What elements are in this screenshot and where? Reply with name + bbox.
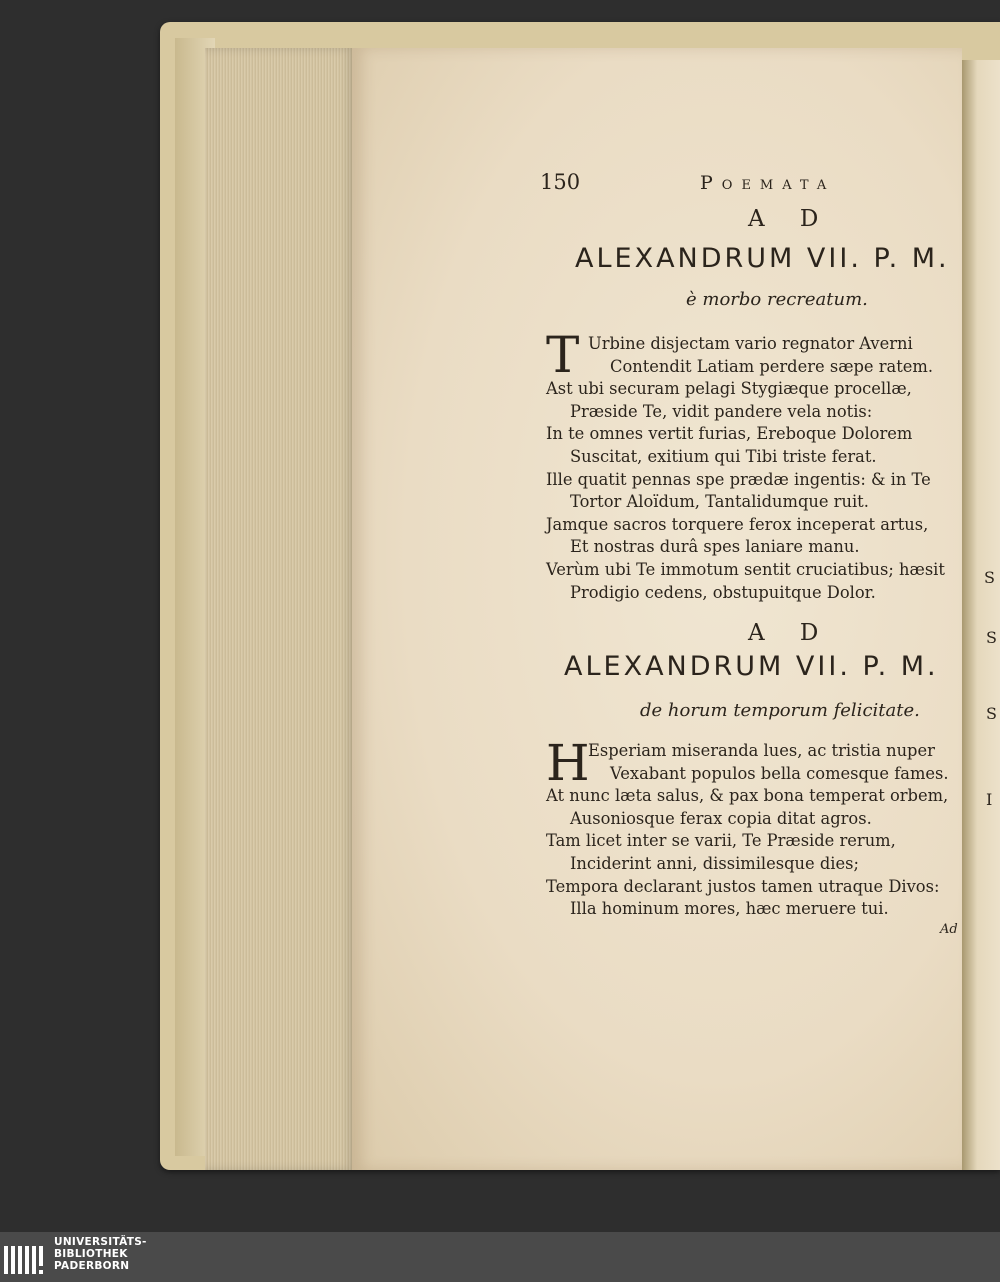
poem2-heading: A D	[748, 620, 833, 646]
poem2-title: ALEXANDRUM VII. P. M.	[564, 651, 939, 682]
verse-line: Tempora declarant justos tamen utraque Divos:	[546, 876, 940, 896]
verse-line: Ausoniosque ferax copia ditat agros.	[570, 808, 872, 828]
facing-page-fragment: I	[986, 790, 993, 809]
poem1-title: ALEXANDRUM VII. P. M.	[575, 243, 950, 274]
verse-line: Tortor Aloïdum, Tantalidumque ruit.	[570, 492, 869, 512]
poem1-subtitle: è morbo recreatum.	[686, 289, 868, 310]
verse-line: At nunc læta salus, & pax bona temperat orbem,	[546, 786, 949, 806]
facing-page-edge	[962, 60, 1000, 1170]
poem2-body	[546, 734, 949, 921]
verse-line: Contendit Latiam perdere sæpe ratem.	[610, 356, 934, 376]
verse-line: Vexabant populos bella comesque fames.	[610, 763, 949, 783]
verse-line: In te omnes vertit furias, Ereboque Dolorem	[546, 424, 913, 444]
verse-line: Illa hominum mores, hæc meruere tui.	[570, 899, 889, 919]
facing-page-fragment: S	[986, 704, 997, 723]
library-logo-text	[54, 1236, 147, 1272]
poem2-dropcap: H	[546, 734, 590, 792]
poem1-heading: A D	[748, 206, 833, 232]
facing-page-fragment: S	[984, 568, 995, 587]
facing-page-fragment: S	[986, 628, 997, 647]
verse-line: Suscitat, exitium qui Tibi triste ferat.	[570, 446, 877, 466]
logo-line: BIBLIOTHEK	[54, 1248, 128, 1260]
library-footer	[0, 1232, 1000, 1282]
page-number: 150	[540, 170, 581, 194]
verse-line: Prodigio cedens, obstupuitque Dolor.	[570, 582, 876, 602]
verse-line: Tam licet inter se varii, Te Præside rerum,	[546, 831, 896, 851]
poem1-body	[546, 333, 945, 604]
running-title: Poemata	[700, 172, 836, 194]
verse-line: Verùm ubi Te immotum sentit cruciatibus; hæsit	[546, 559, 945, 579]
verse-line: Inciderint anni, dissimilesque dies;	[570, 853, 859, 873]
poem2-subtitle: de horum temporum felicitate.	[640, 700, 920, 721]
page-stack-edge	[205, 48, 355, 1170]
catchword: Ad	[940, 922, 958, 937]
verse-line: Urbine disjectam vario regnator Averni	[588, 334, 913, 353]
logo-line: UNIVERSITÄTS-	[54, 1236, 147, 1248]
poem1-dropcap: T	[546, 326, 580, 384]
verse-line: Præside Te, vidit pandere vela notis:	[570, 401, 873, 421]
verse-line: Ille quatit pennas spe prædæ ingentis: & in Te	[546, 469, 931, 489]
logo-line: PADERBORN	[54, 1260, 130, 1272]
verse-line: Esperiam miseranda lues, ac tristia nuper	[588, 741, 935, 760]
verse-line: Et nostras durâ spes laniare manu.	[570, 537, 860, 557]
verse-line: Jamque sacros torquere ferox inceperat artus,	[546, 514, 929, 534]
verse-line: Ast ubi securam pelagi Stygiæque procellæ,	[546, 379, 912, 399]
book-page	[352, 48, 962, 1170]
